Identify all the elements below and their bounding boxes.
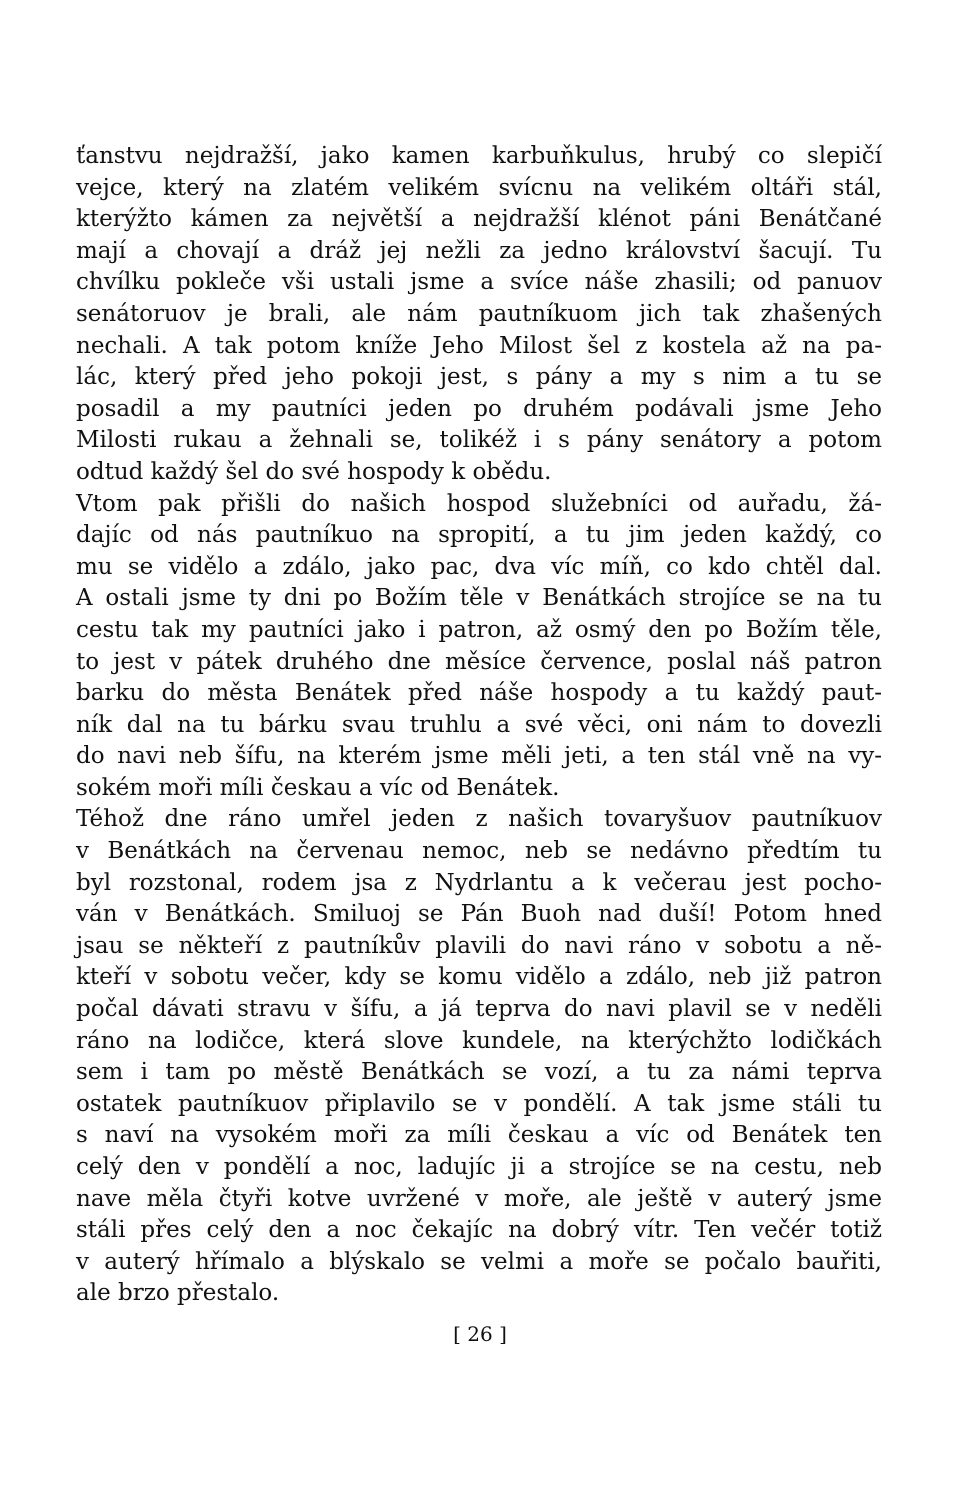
text-line: dajíc od nás pautníkuo na spropití, a tu jim jeden každý, co [76,522,882,549]
text-line: Vtom pak přišli do našich hospod služebníci od auřadu, žá- [76,490,882,517]
paragraph-1 [76,141,882,489]
text-line: Téhož dne ráno umřel jeden z našich tovaryšuov pautníkuov [76,806,882,833]
text-line: vejce, který na zlatém velikém svícnu na velikém oltáři stál, [76,174,882,201]
text-line: odtud každý šel do své hospody k obědu. [76,458,552,485]
text-line: A ostali jsme ty dni po Božím těle v Benátkách strojíce se na tu [76,585,882,612]
text-line: barku do města Benátek před náše hospody a tu každý paut- [76,680,882,707]
text-line: počal dávati stravu v šífu, a já teprva do navi plavil se v neděli [76,996,882,1023]
text-line: sokém moři míli českau a víc od Benátek. [76,774,560,801]
text-line: chvílku pokleče vši ustali jsme a svíce náše zhasili; od panuov [76,269,882,296]
text-line: ván v Benátkách. Smiluoj se Pán Buoh nad duší! Potom hned [76,901,882,928]
text-line: mu se vidělo a zdálo, jako pac, dva víc míň, co kdo chtěl dal. [76,553,882,580]
text-line: posadil a my pautníci jeden po druhém podávali jsme Jeho [76,395,882,422]
text-line: kterýžto kámen za největší a nejdražší klénot páni Benátčané [76,206,882,233]
text-line: cestu tak my pautníci jako i patron, až osmý den po Božím těle, [76,616,882,643]
text-line: ťanstvu nejdražší, jako kamen karbuňkulus, hrubý co slepičí [76,143,882,169]
text-line: senátoruov je brali, ale nám pautníkuom jich tak zhašených [76,300,882,327]
text-line: celý den v pondělí a noc, ladujíc ji a strojíce se na cestu, neb [76,1154,882,1180]
text-line: ale brzo přestalo. [76,1280,280,1307]
text-line: ostatek pautníkuov připlavilo se v pondělí. A tak jsme stáli tu [76,1090,882,1117]
text-line: sem i tam po městě Benátkách se vozí, a tu za námi teprva [76,1059,882,1086]
text-line: to jest v pátek druhého dne měsíce července, poslal náš patron [76,648,882,675]
text-line: nave měla čtyři kotve uvržené v moře, ale ještě v auterý jsme [76,1185,882,1212]
text-line: stáli přes celý den a noc čekajíc na dobrý vítr. Ten večér totiž [76,1217,882,1244]
text-line: v auterý hřímalo a blýskalo se velmi a moře se počalo bauřiti, [76,1248,882,1275]
text-line: v Benátkách na červenau nemoc, neb se nedávno předtím tu [76,838,882,865]
paragraph-3 [76,804,882,1310]
text-line: lác, který před jeho pokoji jest, s pány a my s nim a tu se [76,364,882,391]
text-line: ník dal na tu bárku svau truhlu a své věci, oni nám to dovezli [76,711,882,738]
text-line: kteří v sobotu večer, kdy se komu vidělo a zdálo, neb již patron [76,964,882,991]
text-line: byl rozstonal, rodem jsa z Nydrlantu a k večerau jest pocho- [76,869,882,896]
text-line: ráno na lodičce, která slove kundele, na kterýchžto lodičkách [76,1027,882,1054]
page-number: [ 26 ] [453,1322,507,1346]
text-line: jsau se někteří z pautníkův plavili do navi ráno v sobotu a ně- [76,932,882,959]
paragraph-2 [76,489,882,805]
text-line: do navi neb šífu, na kterém jsme měli jeti, a ten stál vně na vy- [76,743,882,770]
text-line: Milosti rukau a žehnali se, tolikéž i s pány senátory a potom [76,427,882,454]
text-line: s naví na vysokém moři za míli českau a víc od Benátek ten [76,1122,882,1149]
body-text [76,141,882,1310]
text-line: mají a chovají a dráž jej nežli za jedno království šacují. Tu [76,237,882,264]
text-line: nechali. A tak potom kníže Jeho Milost šel z kostela až na pa- [76,332,882,359]
